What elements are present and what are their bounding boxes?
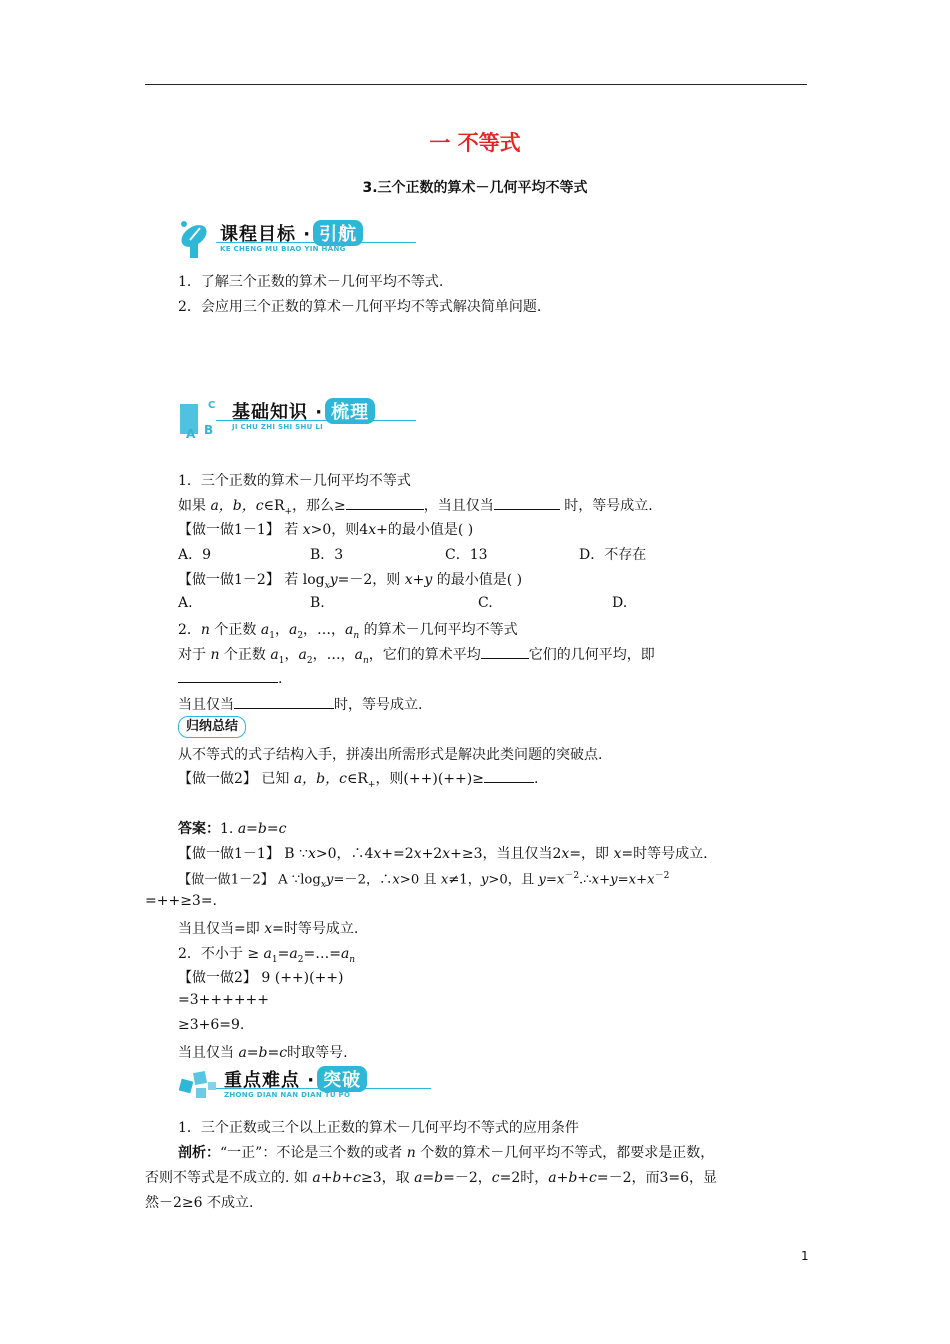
difficulty-1-analysis: 剖析：“一正”：不论是三个数的或者 n 个数的算术－几何平均不等式，都要求是正数， (178, 1145, 715, 1161)
difficulty-1-analysis-line2: 否则不等式是不成立的. 如 a+b+c≥3，取 a=b=－2，c=2时，a+b+c=－2，而3=6，显 (145, 1170, 718, 1186)
blank-field (494, 496, 560, 510)
banner-pinyin: KE CHENG MU BIAO YIN HANG (220, 245, 346, 253)
banner-tag: 突破 (317, 1066, 367, 1092)
knowledge-2-blank: . (178, 669, 282, 687)
exercise-1-2-option-a: A. (178, 595, 193, 611)
exercise-1-1-option-c: C．13 (445, 547, 488, 563)
knowledge-1-statement: 如果 a，b，$c\in R_+$，那么≥ ，当且仅当 时，等号成立. (178, 498, 653, 517)
banner-dot: · (315, 402, 324, 423)
banner-tag: 梳理 (325, 398, 375, 424)
answer-2: 2．不小于 ≥ $a_1=a_2=\dots=a_n$ (178, 946, 356, 965)
exercise-1-2-option-d: D. (612, 595, 628, 611)
letter-a: A (186, 427, 196, 440)
exercise-1-1: 【做一做1－1】 若 x>0，则4x+的最小值是( ) (178, 522, 474, 538)
exercise-1-1-option-a: A．9 (178, 547, 212, 563)
letter-b: B (204, 423, 214, 437)
answer-1-2-continued: =++≥3=. (145, 893, 218, 909)
knowledge-2-title: 2．n 个正数 $a_1$，$a_2$，…，$a_n$ 的算术－几何平均不等式 (178, 622, 518, 641)
banner-dot: · (303, 224, 312, 245)
blank-field (234, 695, 334, 709)
page-number: 1 (801, 1249, 809, 1263)
banner-tag: 引航 (313, 220, 363, 246)
exercise-2: 【做一做2】 已知 a，b，$c\in R_+$，则(++)(++)≥ . (178, 771, 539, 790)
difficulty-1-title: 1．三个正数或三个以上正数的算术－几何平均不等式的应用条件 (178, 1120, 579, 1136)
knowledge-1-title: 1．三个正数的算术－几何平均不等式 (178, 473, 411, 489)
cubes-icon (176, 1062, 220, 1108)
answer-exercise-2-line2: =3++++++ (178, 992, 270, 1008)
summary-text: 从不等式的式子结构入手，拼凑出所需形式是解决此类问题的突破点. (178, 747, 603, 763)
exercise-1-2-option-b: B. (310, 595, 325, 611)
exercise-1-1-option-d: D．不存在 (579, 547, 647, 563)
summary-tag: 归纳总结 (178, 716, 246, 738)
banner-text: 基础知识 (232, 402, 308, 423)
answer-1-1: 【做一做1－1】 B ∵x>0，∴4x+=2x+2x+≥3，当且仅当2x=，即 x=时等号成立. (178, 846, 708, 862)
answer-exercise-2-line4: 当且仅当 a=b=c时取等号. (178, 1045, 348, 1061)
goal-1: 1．了解三个正数的算术－几何平均不等式. (178, 274, 444, 290)
knowledge-2-statement: 对于 n 个正数 $a_1$，$a_2$，…，$a_n$，它们的算术平均 它们的几何平均，即 (178, 647, 655, 666)
chapter-title: 一 不等式 (429, 131, 521, 155)
banner-text: 重点难点 (224, 1070, 300, 1091)
banner-dot: · (307, 1070, 316, 1091)
banner-pinyin: ZHONG DIAN NAN DIAN TU PO (224, 1091, 351, 1099)
banner-text: 课程目标 (220, 224, 296, 245)
section-title: 3.三个正数的算术－几何平均不等式 (362, 180, 588, 196)
knowledge-2-equality: 当且仅当 时，等号成立. (178, 697, 423, 713)
blank-field (178, 669, 278, 683)
blank-field (481, 645, 529, 659)
abc-blocks-icon (176, 394, 220, 440)
header-rule (145, 84, 807, 85)
blank-field (346, 496, 424, 510)
letter-c: C (208, 400, 216, 411)
goal-2: 2．会应用三个正数的算术－几何平均不等式解决简单问题. (178, 299, 542, 315)
exercise-1-2: 【做一做1－2】 若 $\log_xy=-2$，则 x+y 的最小值是( ) (178, 572, 523, 591)
answer-1-2: 【做一做1－2】 A $\because\log_xy=-2$，∴x>0 且 x≠1，y>0，且 $y=x^{-2}.\therefore x+y=x+x^{-2}$ (178, 871, 670, 891)
answer-1-2-equality: 当且仅当=即 x=时等号成立. (178, 921, 359, 937)
exercise-1-2-option-c: C. (478, 595, 493, 611)
answer-1: 答案：1. a=b=c (178, 821, 287, 837)
exercise-1-1-option-b: B．3 (310, 547, 344, 563)
difficulty-1-analysis-line3: 然－2≥6 不成立. (145, 1195, 254, 1211)
satellite-dish-icon (176, 216, 220, 262)
answer-exercise-2: 【做一做2】 9 (++)(++) (178, 970, 344, 986)
blank-field (484, 769, 534, 783)
answer-exercise-2-line3: ≥3+6=9. (178, 1017, 245, 1033)
banner-pinyin: JI CHU ZHI SHI SHU LI (232, 423, 324, 431)
